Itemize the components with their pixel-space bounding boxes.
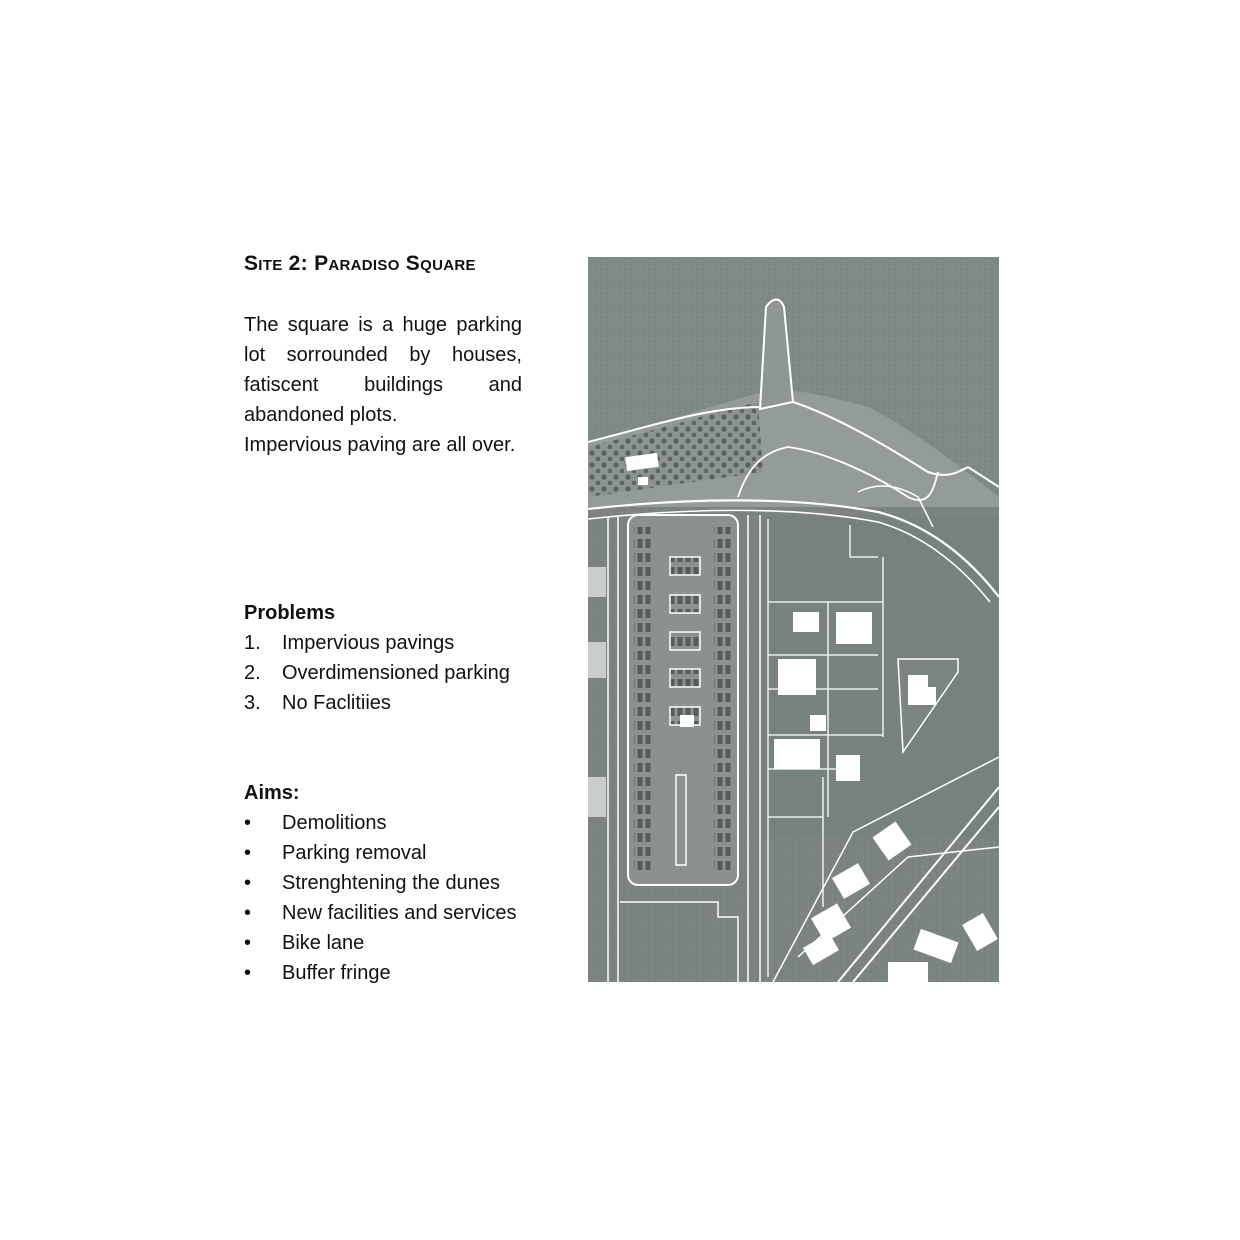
problem-label: Impervious pavings xyxy=(282,632,455,654)
aims-section xyxy=(244,778,517,988)
problem-item xyxy=(244,628,510,658)
parking-kiosk xyxy=(680,715,694,727)
parking-cars-left xyxy=(634,527,652,872)
problem-item xyxy=(244,688,510,718)
list-marker: 1. xyxy=(244,632,261,654)
problem-item xyxy=(244,658,510,688)
list-marker: 3. xyxy=(244,692,261,714)
problem-label: No Faclitiies xyxy=(282,692,391,714)
site-description xyxy=(244,310,522,460)
description-paragraph-2: Impervious paving are all over. xyxy=(244,434,516,456)
west-buildings-2 xyxy=(588,642,606,678)
aims-list xyxy=(244,808,517,988)
aim-label: Buffer fringe xyxy=(282,962,391,984)
aim-item xyxy=(244,868,517,898)
aerial-site-map xyxy=(588,257,999,982)
aims-heading: Aims: xyxy=(244,782,300,804)
west-buildings xyxy=(588,567,606,597)
problems-list xyxy=(244,628,510,718)
bullet-icon: • xyxy=(244,872,252,894)
bullet-icon: • xyxy=(244,932,252,954)
problem-label: Overdimensioned parking xyxy=(282,662,510,684)
problems-section xyxy=(244,598,510,718)
aim-label: New facilities and services xyxy=(282,902,517,924)
aim-item xyxy=(244,928,517,958)
building-e xyxy=(774,739,820,769)
aim-item xyxy=(244,958,517,988)
aim-label: Parking removal xyxy=(282,842,427,864)
bullet-icon: • xyxy=(244,812,252,834)
building-c xyxy=(778,659,816,695)
description-paragraph-1: The square is a huge parking lot sorrounded by houses, fatiscent buildings and abandoned plots. xyxy=(244,314,522,426)
aim-label: Bike lane xyxy=(282,932,365,954)
building-b xyxy=(836,612,872,644)
text-column xyxy=(244,252,544,460)
parking-central-strip xyxy=(676,775,686,865)
building-a xyxy=(793,612,819,632)
aim-item xyxy=(244,898,517,928)
aim-label: Strenghtening the dunes xyxy=(282,872,500,894)
site-map-svg xyxy=(588,257,999,982)
west-buildings-3 xyxy=(588,777,606,817)
parking-cars-right xyxy=(714,527,732,872)
building-f xyxy=(836,755,860,781)
building-d xyxy=(810,715,826,731)
aim-item xyxy=(244,838,517,868)
bullet-icon: • xyxy=(244,962,252,984)
list-marker: 2. xyxy=(244,662,261,684)
bullet-icon: • xyxy=(244,842,252,864)
kiosk-annex xyxy=(638,477,648,485)
aim-label: Demolitions xyxy=(282,812,387,834)
building-n xyxy=(888,962,928,982)
parking-lot xyxy=(628,515,738,885)
site-title: Site 2: Paradiso Square xyxy=(244,252,476,275)
aim-item xyxy=(244,808,517,838)
problems-heading: Problems xyxy=(244,602,336,624)
bullet-icon: • xyxy=(244,902,252,924)
